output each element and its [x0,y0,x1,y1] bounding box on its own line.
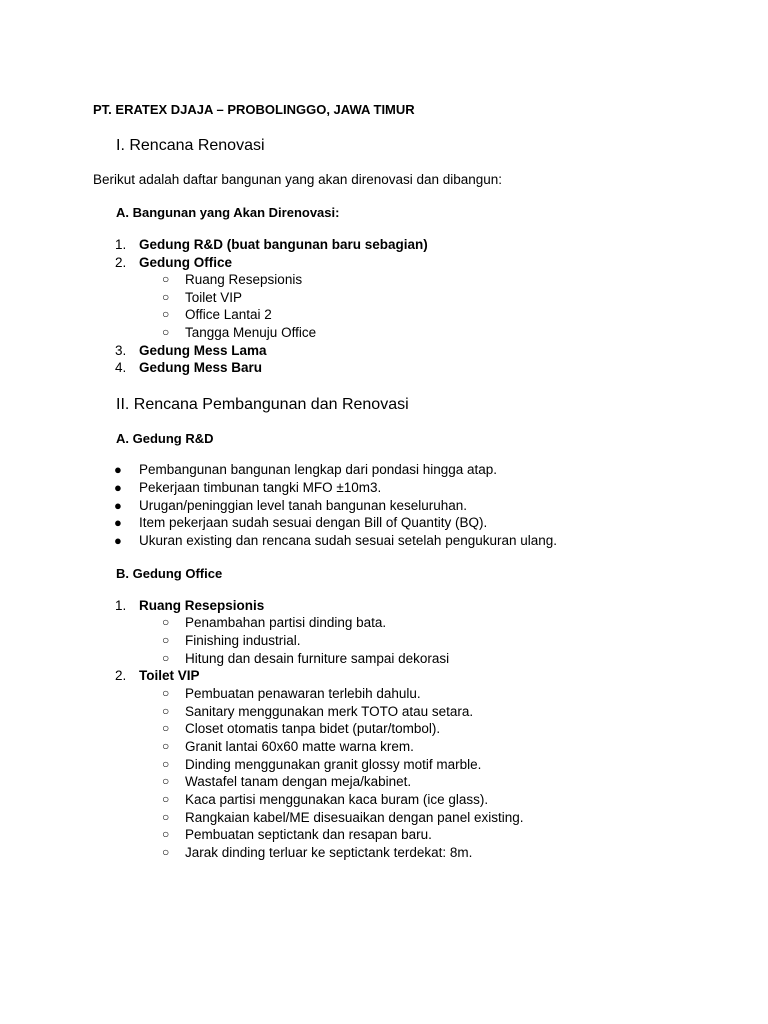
sub-list-item [0,720,768,738]
circle-bullet-icon: ○ [162,704,170,718]
sub-list-item-label: Office Lantai 2 [185,307,272,322]
sub-list-item [0,614,768,632]
sub-list-item-label: Sanitary menggunakan merk TOTO atau setara. [185,704,474,719]
circle-bullet-icon: ○ [162,290,170,304]
bullet-icon: ● [114,480,122,495]
sub-list-item [0,650,768,668]
list-item [0,597,768,615]
circle-bullet-icon: ○ [162,739,170,753]
bullet-item-label: Ukuran existing dan rencana sudah sesuai setelah pengukuran ulang. [139,533,558,548]
circle-bullet-icon: ○ [162,810,170,824]
circle-bullet-icon: ○ [162,325,170,339]
section-1-sub-a-title: A. Bangunan yang Akan Direnovasi: [116,205,340,220]
bullet-item-label: Pekerjaan timbunan tangki MFO ±10m3. [139,480,382,495]
circle-bullet-icon: ○ [162,651,170,665]
sub-list-item-label: Penambahan partisi dinding bata. [185,615,387,630]
bullet-item [0,461,768,479]
sub-list-item [0,809,768,827]
sub-list-item-label: Dinding menggunakan granit glossy motif marble. [185,757,482,772]
list-item-label: Gedung Office [139,255,233,270]
section-2-sub-b-title: B. Gedung Office [116,566,223,581]
company-heading: PT. ERATEX DJAJA – PROBOLINGGO, JAWA TIMUR [93,102,415,117]
sub-list-item [0,703,768,721]
sub-list-item-label: Pembuatan penawaran terlebih dahulu. [185,686,421,701]
bullet-icon: ● [114,515,122,530]
circle-bullet-icon: ○ [162,774,170,788]
section-1-intro: Berikut adalah daftar bangunan yang akan direnovasi dan dibangun: [93,172,503,187]
sub-list-item-label: Wastafel tanam dengan meja/kabinet. [185,774,412,789]
bullet-icon: ● [114,498,122,513]
sub-list-item [0,756,768,774]
sub-list-item [0,685,768,703]
list-item [0,236,768,254]
circle-bullet-icon: ○ [162,845,170,859]
sub-list-item-label: Toilet VIP [185,290,243,305]
sub-list-item [0,773,768,791]
sub-list-item-label: Jarak dinding terluar ke septictank terdekat: 8m. [185,845,473,860]
sub-list-item [0,826,768,844]
bullet-item [0,532,768,550]
sub-list-item-label: Rangkaian kabel/ME disesuaikan dengan panel existing. [185,810,524,825]
sub-list-item-label: Pembuatan septictank dan resapan baru. [185,827,432,842]
list-item-label: Toilet VIP [139,668,200,683]
circle-bullet-icon: ○ [162,615,170,629]
list-item [0,254,768,272]
circle-bullet-icon: ○ [162,633,170,647]
sub-list-item-label: Finishing industrial. [185,633,301,648]
list-number: 4. [115,360,127,375]
list-number: 2. [115,668,127,683]
sub-list-item [0,271,768,289]
list-item-label: Gedung Mess Lama [139,343,267,358]
sub-list-item [0,289,768,307]
bullet-item [0,514,768,532]
list-item-label: Gedung Mess Baru [139,360,263,375]
list-number: 1. [115,237,127,252]
bullet-icon: ● [114,462,122,477]
sub-list-item-label: Granit lantai 60x60 matte warna krem. [185,739,414,754]
bullet-item-label: Item pekerjaan sudah sesuai dengan Bill of Quantity (BQ). [139,515,488,530]
sub-list-item [0,632,768,650]
sub-list-item-label: Kaca partisi menggunakan kaca buram (ice glass). [185,792,489,807]
circle-bullet-icon: ○ [162,827,170,841]
section-2-title: II. Rencana Pembangunan dan Renovasi [116,396,409,413]
circle-bullet-icon: ○ [162,686,170,700]
section-2-sub-a-title: A. Gedung R&D [116,431,214,446]
sub-list-item [0,844,768,862]
list-item [0,359,768,377]
circle-bullet-icon: ○ [162,757,170,771]
sub-list-item [0,306,768,324]
list-item-label: Gedung R&D (buat bangunan baru sebagian) [139,237,428,252]
bullet-item [0,497,768,515]
bullet-item [0,479,768,497]
list-item [0,342,768,360]
circle-bullet-icon: ○ [162,307,170,321]
list-number: 2. [115,255,127,270]
sub-list-item [0,324,768,342]
sub-list-item-label: Hitung dan desain furniture sampai dekorasi [185,651,450,666]
sub-list-item-label: Closet otomatis tanpa bidet (putar/tombol). [185,721,441,736]
section-1-title: I. Rencana Renovasi [116,137,265,154]
sub-list-item [0,791,768,809]
sub-list-item [0,738,768,756]
list-item-label: Ruang Resepsionis [139,598,265,613]
circle-bullet-icon: ○ [162,272,170,286]
list-item [0,667,768,685]
bullet-item-label: Pembangunan bangunan lengkap dari pondasi hingga atap. [139,462,498,477]
bullet-icon: ● [114,533,122,548]
list-number: 1. [115,598,127,613]
circle-bullet-icon: ○ [162,792,170,806]
bullet-item-label: Urugan/peninggian level tanah bangunan keseluruhan. [139,498,468,513]
list-number: 3. [115,343,127,358]
sub-list-item-label: Ruang Resepsionis [185,272,303,287]
sub-list-item-label: Tangga Menuju Office [185,325,317,340]
circle-bullet-icon: ○ [162,721,170,735]
